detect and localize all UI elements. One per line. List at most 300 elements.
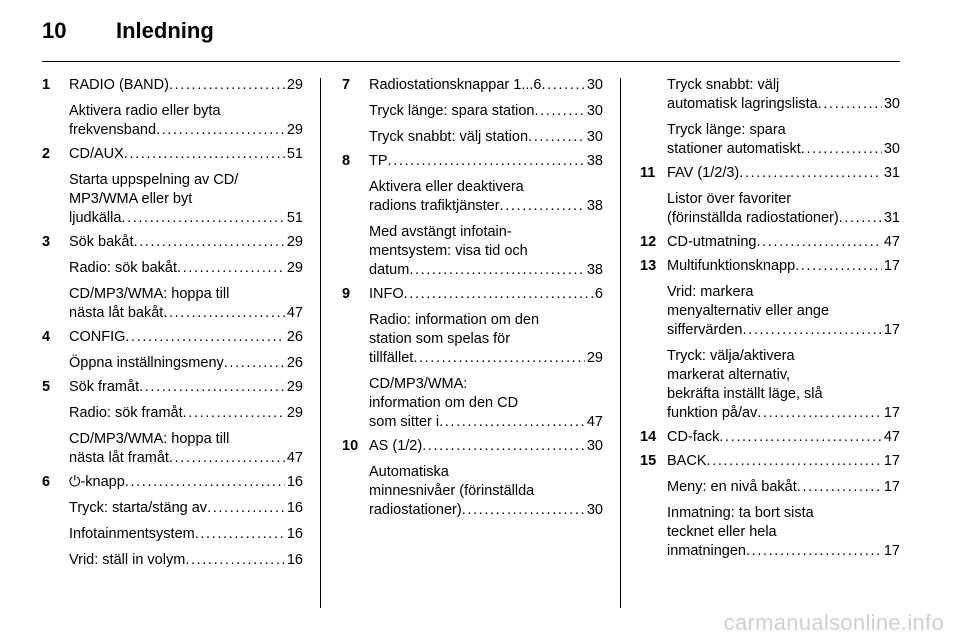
- entry-text-line: bekräfta inställt läge, slå: [667, 386, 823, 402]
- entry-label: Multifunktionsknapp: [667, 258, 796, 274]
- index-entry: [640, 233, 900, 252]
- index-entry: [42, 145, 303, 164]
- page-reference[interactable]: 31: [883, 165, 900, 181]
- entry-body: [667, 452, 900, 471]
- dot-leader: [500, 197, 585, 216]
- entry-leader-line: [69, 121, 303, 140]
- entry-leader-line: [69, 378, 303, 397]
- entry-leader-line: [369, 285, 603, 304]
- page-reference[interactable]: 29: [286, 122, 303, 138]
- dot-leader: [528, 128, 585, 147]
- entry-text-line: markerat alternativ,: [667, 367, 791, 383]
- dot-leader: [224, 354, 285, 373]
- entry-label: CONFIG: [69, 329, 126, 345]
- entry-leader-line: [69, 145, 303, 164]
- entry-leader-line: [667, 257, 900, 276]
- item-number: [42, 171, 69, 228]
- page-reference[interactable]: 31: [883, 210, 900, 226]
- entry-text-line: Listor över favoriter: [667, 191, 792, 207]
- entry-label: Tryck snabbt: välj station: [369, 129, 529, 145]
- entry-label: Meny: en nivå bakåt: [667, 479, 797, 495]
- index-entry: [342, 102, 603, 121]
- entry-text-line: Tryck länge: spara: [667, 122, 786, 138]
- dot-leader: [195, 525, 285, 544]
- entry-leader-line: [667, 428, 900, 447]
- page-reference[interactable]: 6: [594, 286, 603, 302]
- item-number: [342, 223, 369, 280]
- item-number: [42, 525, 69, 544]
- entry-body: [69, 378, 303, 397]
- dot-leader: [183, 404, 285, 423]
- item-number: 2: [42, 146, 51, 162]
- item-number: 7: [342, 77, 351, 93]
- dot-leader: [839, 209, 882, 228]
- entry-label: stationer automatiskt: [667, 141, 801, 157]
- page-reference[interactable]: 17: [883, 322, 900, 338]
- entry-text-line: Automatiska: [369, 464, 449, 480]
- entry-label: radiostationer): [369, 502, 462, 518]
- page-reference[interactable]: 47: [286, 305, 303, 321]
- entry-body: [667, 76, 900, 114]
- page-reference[interactable]: 17: [883, 543, 900, 559]
- page-reference[interactable]: 29: [286, 234, 303, 250]
- dot-leader: [743, 321, 882, 340]
- entry-leader-line: [69, 551, 303, 570]
- entry-body: [667, 257, 900, 276]
- entry-body: [69, 233, 303, 252]
- dot-leader: [169, 449, 285, 468]
- entry-label: (förinställda radiostationer): [667, 210, 839, 226]
- item-number: [640, 478, 667, 497]
- dot-leader: [795, 257, 882, 276]
- item-number: 9: [342, 286, 351, 302]
- entry-text-line: Tryck snabbt: välj: [667, 77, 780, 93]
- entry-body: [369, 463, 603, 520]
- entry-text-line: CD/MP3/WMA:: [369, 376, 468, 392]
- item-number: [342, 311, 369, 368]
- page-reference[interactable]: 29: [586, 350, 603, 366]
- dot-leader: [542, 76, 585, 95]
- item-number: [640, 283, 667, 340]
- dot-leader: [156, 121, 285, 140]
- entry-text-line: CD/MP3/WMA: hoppa till: [69, 286, 230, 302]
- entry-leader-line: [667, 140, 900, 159]
- page-reference[interactable]: 51: [286, 146, 303, 162]
- entry-label: frekvensband: [69, 122, 157, 138]
- entry-body: [667, 428, 900, 447]
- entry-label: Radio: sök bakåt: [69, 260, 178, 276]
- dot-leader: [121, 209, 284, 228]
- item-number: [640, 347, 667, 423]
- entry-label: CD/AUX: [69, 146, 124, 162]
- entry-text-line: Starta uppspelning av CD/: [69, 172, 239, 188]
- item-number: 6: [42, 474, 51, 490]
- entry-body: [667, 121, 900, 159]
- index-entry: [42, 499, 303, 518]
- entry-leader-line: [69, 473, 303, 492]
- entry-body: [69, 285, 303, 323]
- entry-text-line: mentsystem: visa tid och: [369, 243, 528, 259]
- entry-body: [69, 259, 303, 278]
- entry-text-line: minnesnivåer (förinställda: [369, 483, 535, 499]
- item-number: [342, 128, 369, 147]
- entry-label: BACK: [667, 453, 707, 469]
- item-number: [640, 121, 667, 159]
- item-number: [342, 463, 369, 520]
- entry-body: [69, 102, 303, 140]
- entry-text-line: Vrid: markera: [667, 284, 754, 300]
- page-reference[interactable]: 47: [883, 429, 900, 445]
- entry-leader-line: [667, 404, 900, 423]
- dot-leader: [177, 259, 285, 278]
- index-entry: [42, 102, 303, 140]
- entry-leader-line: [369, 152, 603, 171]
- entry-leader-line: [369, 349, 603, 368]
- index-column-1: [42, 76, 303, 570]
- item-number: 13: [640, 258, 657, 274]
- item-number: 14: [640, 429, 657, 445]
- entry-text-line: CD/MP3/WMA: hoppa till: [69, 431, 230, 447]
- entry-body: [69, 499, 303, 518]
- dot-leader: [409, 261, 585, 280]
- item-number: 8: [342, 153, 351, 169]
- page-reference[interactable]: 30: [883, 141, 900, 157]
- entry-leader-line: [369, 437, 603, 456]
- entry-leader-line: [69, 233, 303, 252]
- page-reference[interactable]: 26: [286, 329, 303, 345]
- index-entry: [342, 223, 603, 280]
- entry-text-line: MP3/WMA eller byt: [69, 191, 193, 207]
- item-number: 10: [342, 438, 359, 454]
- page-reference[interactable]: 29: [286, 260, 303, 276]
- entry-leader-line: [667, 321, 900, 340]
- entry-leader-line: [667, 542, 900, 561]
- dot-leader: [818, 95, 882, 114]
- page-reference[interactable]: 38: [586, 153, 603, 169]
- index-entry: [640, 76, 900, 114]
- page-reference[interactable]: 29: [286, 379, 303, 395]
- entry-leader-line: [667, 95, 900, 114]
- item-number: [42, 259, 69, 278]
- index-entry: [342, 76, 603, 95]
- entry-text-line: Med avstängt infotain-: [369, 224, 512, 240]
- page-reference[interactable]: 29: [286, 77, 303, 93]
- dot-leader: [757, 404, 882, 423]
- index-entry: [342, 128, 603, 147]
- entry-body: [369, 311, 603, 368]
- entry-label: Tryck: starta/stäng av: [69, 500, 208, 516]
- item-number: 11: [640, 165, 656, 181]
- entry-body: [369, 437, 603, 456]
- entry-body: [667, 190, 900, 228]
- page-header: [42, 18, 214, 58]
- page-number: 10: [42, 18, 67, 43]
- entry-leader-line: [667, 233, 900, 252]
- entry-body: [369, 102, 603, 121]
- index-entry: [640, 504, 900, 561]
- index-column-3: [640, 76, 900, 561]
- entry-body: [69, 404, 303, 423]
- entry-label: CD-utmatning: [667, 234, 757, 250]
- entry-label: nästa låt framåt: [69, 450, 169, 466]
- dot-leader: [439, 413, 585, 432]
- page-reference[interactable]: 17: [883, 258, 900, 274]
- entry-text-line: Inmatning: ta bort sista: [667, 505, 814, 521]
- dot-leader: [388, 152, 585, 171]
- index-entry: [42, 354, 303, 373]
- entry-leader-line: [369, 501, 603, 520]
- item-number: 5: [42, 379, 51, 395]
- entry-leader-line: [369, 102, 603, 121]
- entry-body: [667, 347, 900, 423]
- entry-leader-line: [69, 404, 303, 423]
- item-number: 15: [640, 453, 657, 469]
- dot-leader: [125, 328, 284, 347]
- entry-label: Sök framåt: [69, 379, 140, 395]
- page-title: Inledning: [116, 18, 214, 43]
- entry-leader-line: [369, 413, 603, 432]
- entry-leader-line: [69, 354, 303, 373]
- item-number: [42, 499, 69, 518]
- entry-label: CD-fack: [667, 429, 720, 445]
- entry-leader-line: [69, 304, 303, 323]
- index-entry: [342, 311, 603, 368]
- entry-body: [69, 328, 303, 347]
- entry-label: inmatningen: [667, 543, 746, 559]
- entry-leader-line: [69, 499, 303, 518]
- entry-body: [369, 375, 603, 432]
- item-number: 1: [42, 77, 51, 93]
- index-entry: [640, 257, 900, 276]
- entry-body: [69, 473, 303, 492]
- entry-text-line: Aktivera eller deaktivera: [369, 179, 524, 195]
- entry-body: [69, 145, 303, 164]
- item-number: [42, 404, 69, 423]
- index-entry: [42, 473, 303, 492]
- page-reference[interactable]: 17: [883, 453, 900, 469]
- entry-leader-line: [369, 76, 603, 95]
- entry-leader-line: [69, 449, 303, 468]
- entry-text-line: Aktivera radio eller byta: [69, 103, 221, 119]
- entry-leader-line: [369, 261, 603, 280]
- entry-label: Radiostationsknappar 1...6: [369, 77, 542, 93]
- entry-leader-line: [69, 209, 303, 228]
- index-entry: [640, 428, 900, 447]
- index-entry: [42, 76, 303, 95]
- entry-body: [667, 283, 900, 340]
- entry-leader-line: [369, 128, 603, 147]
- index-entry: [342, 178, 603, 216]
- entry-label: som sitter i: [369, 414, 440, 430]
- index-entry: [640, 478, 900, 497]
- entry-body: [69, 525, 303, 544]
- item-number: 4: [42, 329, 51, 345]
- dot-leader: [134, 233, 285, 252]
- page-reference[interactable]: 16: [286, 500, 303, 516]
- entry-leader-line: [667, 164, 900, 183]
- entry-leader-line: [69, 525, 303, 544]
- entry-body: [69, 430, 303, 468]
- entry-body: [369, 152, 603, 171]
- dot-leader: [163, 304, 285, 323]
- entry-label: funktion på/av: [667, 405, 758, 421]
- index-entry: [42, 328, 303, 347]
- entry-body: [369, 285, 603, 304]
- page-reference[interactable]: 47: [883, 234, 900, 250]
- entry-label: Infotainmentsystem: [69, 526, 195, 542]
- index-entry: [640, 121, 900, 159]
- item-number: [42, 285, 69, 323]
- index-entry: [42, 430, 303, 468]
- index-entry: [342, 375, 603, 432]
- page-reference[interactable]: 26: [286, 355, 303, 371]
- entry-body: [369, 178, 603, 216]
- item-number: 12: [640, 234, 657, 250]
- entry-label: Radio: sök framåt: [69, 405, 183, 421]
- entry-text-line: information om den CD: [369, 395, 519, 411]
- column-divider-2: [620, 78, 621, 608]
- entry-label: AS (1/2): [369, 438, 423, 454]
- page-reference[interactable]: 38: [586, 198, 603, 214]
- entry-leader-line: [69, 76, 303, 95]
- index-entry: [342, 437, 603, 456]
- item-number: [42, 102, 69, 140]
- dot-leader: [413, 349, 585, 368]
- dot-leader: [169, 76, 285, 95]
- entry-label: TP: [369, 153, 388, 169]
- dot-leader: [139, 378, 285, 397]
- dot-leader: [797, 478, 882, 497]
- entry-label: Vrid: ställ in volym: [69, 552, 186, 568]
- index-entry: [640, 190, 900, 228]
- dot-leader: [422, 437, 585, 456]
- entry-label: automatisk lagringslista: [667, 96, 818, 112]
- index-entry: [42, 259, 303, 278]
- entry-body: [369, 76, 603, 95]
- entry-leader-line: [667, 478, 900, 497]
- entry-body: [69, 76, 303, 95]
- index-entry: [342, 285, 603, 304]
- page-reference[interactable]: 51: [286, 210, 303, 226]
- page-reference[interactable]: 30: [586, 502, 603, 518]
- entry-leader-line: [369, 197, 603, 216]
- entry-label: nästa låt bakåt: [69, 305, 164, 321]
- dot-leader: [207, 499, 285, 518]
- page-reference[interactable]: 38: [586, 262, 603, 278]
- index-entry: [42, 551, 303, 570]
- item-number: [42, 354, 69, 373]
- entry-body: [667, 504, 900, 561]
- dot-leader: [739, 164, 882, 183]
- entry-text-line: menyalternativ eller ange: [667, 303, 830, 319]
- dot-leader: [534, 102, 584, 121]
- entry-body: [69, 551, 303, 570]
- page-reference[interactable]: 16: [286, 474, 303, 490]
- index-entry: [42, 233, 303, 252]
- index-entry: [640, 452, 900, 471]
- page-reference[interactable]: 47: [586, 414, 603, 430]
- entry-label: datum: [369, 262, 410, 278]
- entry-label: tillfället: [369, 350, 414, 366]
- dot-leader: [462, 501, 585, 520]
- index-entry: [640, 164, 900, 183]
- item-number: 3: [42, 234, 51, 250]
- dot-leader: [746, 542, 882, 561]
- entry-leader-line: [667, 209, 900, 228]
- entry-label: INFO: [369, 286, 404, 302]
- entry-body: [369, 128, 603, 147]
- page-reference[interactable]: 47: [286, 450, 303, 466]
- item-number: [640, 76, 667, 114]
- entry-leader-line: [69, 328, 303, 347]
- item-number: [640, 190, 667, 228]
- entry-body: [667, 164, 900, 183]
- index-entry: [42, 404, 303, 423]
- page-reference[interactable]: 17: [883, 479, 900, 495]
- entry-body: [667, 233, 900, 252]
- dot-leader: [719, 428, 881, 447]
- index-entry: [342, 463, 603, 520]
- page-reference[interactable]: 29: [286, 405, 303, 421]
- page-reference[interactable]: 30: [586, 103, 603, 119]
- column-divider-1: [320, 78, 321, 608]
- item-number: [42, 551, 69, 570]
- entry-label: radions trafiktjänster: [369, 198, 500, 214]
- item-number: [342, 102, 369, 121]
- entry-text-line: Radio: information om den: [369, 312, 540, 328]
- page-reference[interactable]: 30: [883, 96, 900, 112]
- item-number: [342, 178, 369, 216]
- dot-leader: [756, 233, 881, 252]
- dot-leader: [124, 145, 285, 164]
- index-entry: [42, 378, 303, 397]
- header-rule: [42, 61, 900, 62]
- page-reference[interactable]: 30: [586, 77, 603, 93]
- index-column-2: [342, 76, 603, 520]
- entry-label: siffervärden: [667, 322, 743, 338]
- index-entry: [42, 171, 303, 228]
- page-reference[interactable]: 16: [286, 526, 303, 542]
- page-reference[interactable]: 16: [286, 552, 303, 568]
- entry-leader-line: [69, 259, 303, 278]
- index-entry: [342, 152, 603, 171]
- page-reference[interactable]: 30: [586, 438, 603, 454]
- dot-leader: [185, 551, 285, 570]
- entry-body: [69, 171, 303, 228]
- entry-text-line: Tryck: välja/aktivera: [667, 348, 795, 364]
- item-number: [342, 375, 369, 432]
- index-entry: [640, 347, 900, 423]
- dot-leader: [125, 473, 285, 492]
- entry-label: ⏻-knapp: [69, 474, 125, 490]
- dot-leader: [801, 140, 882, 159]
- page-reference[interactable]: 30: [586, 129, 603, 145]
- dot-leader: [707, 452, 882, 471]
- entry-label: Sök bakåt: [69, 234, 134, 250]
- dot-leader: [404, 285, 593, 304]
- entry-body: [667, 478, 900, 497]
- item-number: [640, 504, 667, 561]
- index-entry: [640, 283, 900, 340]
- entry-body: [69, 354, 303, 373]
- entry-leader-line: [667, 452, 900, 471]
- entry-label: ljudkälla: [69, 210, 122, 226]
- index-entry: [42, 525, 303, 544]
- page-reference[interactable]: 17: [883, 405, 900, 421]
- watermark: carmanualsonline.info: [723, 610, 944, 635]
- item-number: [42, 430, 69, 468]
- entry-label: RADIO (BAND): [69, 77, 169, 93]
